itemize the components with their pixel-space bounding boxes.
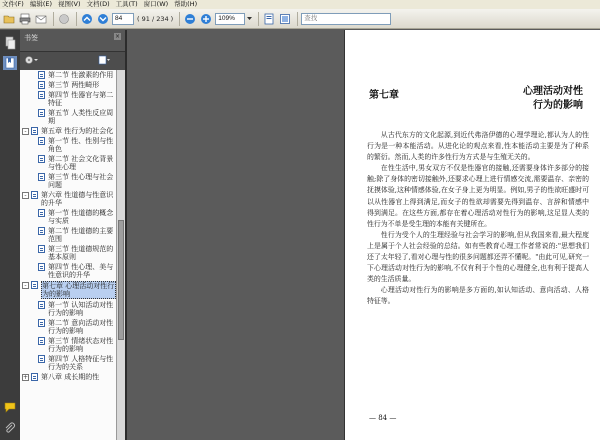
- bookmark-page-icon: [38, 109, 45, 117]
- single-page-icon[interactable]: [262, 12, 276, 26]
- bookmark-section[interactable]: [20, 172, 116, 190]
- bookmark-label: 第六章 性道德与性意识的升华: [41, 191, 114, 207]
- bookmark-page-icon: [31, 281, 38, 289]
- expand-icon[interactable]: +: [23, 374, 29, 381]
- bookmark-section[interactable]: [20, 208, 116, 226]
- bookmark-chapter[interactable]: [20, 372, 116, 382]
- bookmark-chapter[interactable]: [20, 126, 116, 136]
- bookmark-section[interactable]: [20, 244, 116, 262]
- bookmark-section[interactable]: [20, 70, 116, 80]
- bookmark-label: 第三节 性道德规范的基本原则: [48, 245, 114, 261]
- page-number: — 84 —: [369, 414, 397, 422]
- paragraph: 心理活动对性行为的影响是多方面的,如认知活动、意向活动、人格特征等。: [367, 286, 589, 306]
- paragraph: 性行为受个人的生理经验与社会学习的影响,但从我国来看,最大程度上是属于个人社会经验的总结。如有些教育心理工作者常说的:"思想我们还了太年轻了,看对心理与性的很多问题都还弄不懂呢。"由此可见,研究一下心理活动对性行为的影响,不仅有利于个性的心理健全,也有利于提高人类的生活质量。: [367, 230, 589, 284]
- bookmark-label: 第一节 性、性别与性角色: [48, 137, 114, 153]
- page-count-label: ( 91 / 234 ): [137, 14, 174, 23]
- bookmark-page-icon: [38, 355, 45, 363]
- bookmark-page-icon: [38, 227, 45, 235]
- bookmark-section[interactable]: [20, 300, 116, 318]
- bookmark-section[interactable]: [20, 226, 116, 244]
- previous-page-icon[interactable]: [80, 12, 94, 26]
- collapse-icon[interactable]: -: [22, 282, 29, 289]
- bookmark-label: 第四节 性器官与第二特征: [48, 91, 114, 107]
- bookmark-section[interactable]: [20, 262, 116, 280]
- bookmark-label: 第五节 人类性反应周期: [48, 109, 114, 125]
- toolbar-separator: [53, 12, 54, 26]
- bookmark-page-icon: [38, 319, 45, 327]
- menu-file[interactable]: 文件(F): [2, 0, 24, 8]
- print-icon[interactable]: [18, 12, 32, 26]
- bookmark-chapter[interactable]: [20, 280, 116, 300]
- bookmark-section[interactable]: [20, 154, 116, 172]
- bookmark-label: 第五章 性行为的社会化: [41, 127, 114, 135]
- menu-view[interactable]: 视图(V): [58, 0, 81, 8]
- bookmark-label: 第四节 人格特征与性行为的关系: [48, 355, 114, 371]
- toolbar-separator: [297, 12, 298, 26]
- chapter-title-line-2: 行为的影响: [533, 100, 583, 111]
- bookmark-label: 第二节 性激素的作用: [48, 71, 114, 79]
- scrollbar-thumb[interactable]: [118, 220, 124, 340]
- bookmark-label: 第三节 性心理与社会问题: [48, 173, 114, 189]
- bookmark-page-icon: [38, 245, 45, 253]
- bookmark-section[interactable]: [20, 136, 116, 154]
- paragraph: 从古代东方的文化起源,到近代弗洛伊德的心理学理论,都认为人的性行为是一种本能活动。从进化论的观点来看,性本能活动主要是为了种系的繁衍。然而,人类的许多性行为方式是与生殖无关的。: [367, 131, 589, 162]
- email-icon[interactable]: [34, 12, 48, 26]
- bookmark-page-icon: [31, 127, 38, 135]
- bookmark-page-icon: [38, 71, 45, 79]
- toolbar-separator: [76, 12, 77, 26]
- toolbar: [0, 9, 600, 29]
- menu-window[interactable]: 窗口(W): [143, 0, 169, 8]
- bookmarks-panel-icon[interactable]: [3, 56, 17, 70]
- bookmark-label: 第三节 情绪状态对性行为的影响: [48, 337, 114, 353]
- hand-tool-icon[interactable]: [57, 12, 71, 26]
- collapse-icon[interactable]: -: [22, 128, 29, 135]
- bookmark-section[interactable]: [20, 336, 116, 354]
- close-icon[interactable]: ×: [114, 33, 121, 40]
- bookmark-label: 第二节 社会文化背景与性心理: [48, 155, 114, 171]
- chapter-title: [465, 85, 583, 113]
- attachment-icon[interactable]: [3, 422, 17, 436]
- bookmark-page-icon: [38, 137, 45, 145]
- bookmark-label: 第四节 性心理、美与性意识的升华: [48, 263, 114, 279]
- page-body: [367, 130, 589, 308]
- bookmark-page-icon: [38, 173, 45, 181]
- menu-document[interactable]: 文档(D): [86, 0, 110, 8]
- options-icon[interactable]: [24, 55, 38, 65]
- fit-page-icon[interactable]: [278, 12, 292, 26]
- open-icon[interactable]: [2, 12, 16, 26]
- expand-bookmark-icon[interactable]: [98, 55, 110, 65]
- bookmarks-title: 书签: [24, 34, 38, 42]
- menu-tools[interactable]: 工具(T): [115, 0, 138, 8]
- bookmark-label: 第三节 两性畸形: [48, 81, 100, 89]
- paragraph: 在性生活中,男女双方不仅是性器官的接触,还需要身体许多部分的接触;除了身体的密切接触外,还要求心理上进行情感交流,需要温存、亲密的抚摸体验,这种情感体验,在女子身上更为明显。例如,男子的性欲旺盛时可以从性器官上得到满足,而女子的性欲却需要先得到温存、言辞和情感中得到满足。在这些方面,都存在着心理活动对性行为的影响,这足显人类的性行为不单是受生理的本能有关键所在。: [367, 164, 589, 228]
- bookmark-section[interactable]: [20, 354, 116, 372]
- bookmark-page-icon: [31, 373, 38, 381]
- bookmark-page-icon: [38, 337, 45, 345]
- bookmark-page-icon: [38, 155, 45, 163]
- bookmark-label: 第一节 性道德的概念与实质: [48, 209, 114, 225]
- pdf-page: [344, 30, 600, 440]
- zoom-input[interactable]: [215, 13, 245, 25]
- bookmark-label: 第八章 成长期的性: [41, 373, 100, 381]
- bookmark-section[interactable]: [20, 80, 116, 90]
- menu-help[interactable]: 帮助(H): [174, 0, 198, 8]
- bookmark-label: 第一节 认知活动对性行为的影响: [48, 301, 114, 317]
- page-number-input[interactable]: [112, 13, 134, 25]
- bookmark-page-icon: [38, 301, 45, 309]
- bookmark-section[interactable]: [20, 90, 116, 108]
- zoom-dropdown-icon[interactable]: [245, 12, 253, 26]
- pages-panel-icon[interactable]: [3, 36, 17, 50]
- bookmark-page-icon: [38, 91, 45, 99]
- menu-edit[interactable]: 编辑(E): [29, 0, 52, 8]
- bookmark-tree: [20, 70, 116, 440]
- zoom-in-icon[interactable]: [199, 12, 213, 26]
- bookmark-page-icon: [31, 191, 38, 199]
- bookmarks-panel: [20, 30, 127, 440]
- chapter-title-line-1: 心理活动对性: [523, 86, 583, 97]
- navigation-pane-strip: [0, 30, 20, 440]
- bookmark-label: 第七章 心理活动对性行为的影响: [42, 282, 115, 298]
- bookmark-section[interactable]: [20, 108, 116, 126]
- toolbar-separator: [258, 12, 259, 26]
- menu-bar: [0, 0, 600, 9]
- bookmark-section[interactable]: [20, 318, 116, 336]
- bookmark-label: 第二节 意向活动对性行为的影响: [48, 319, 114, 335]
- bookmark-page-icon: [38, 209, 45, 217]
- bookmarks-scrollbar[interactable]: [116, 70, 125, 440]
- zoom-out-icon[interactable]: [183, 12, 197, 26]
- bookmark-page-icon: [38, 263, 45, 271]
- bookmarks-header: [20, 30, 125, 52]
- toolbar-separator: [179, 12, 180, 26]
- bookmarks-toolbar: [24, 54, 110, 66]
- bookmark-label: 第二节 性道德的主要范围: [48, 227, 114, 243]
- comments-icon[interactable]: [3, 400, 17, 414]
- bookmark-page-icon: [38, 81, 45, 89]
- bookmark-chapter[interactable]: [20, 190, 116, 208]
- collapse-icon[interactable]: -: [22, 192, 29, 199]
- document-viewport: [127, 30, 600, 440]
- next-page-icon[interactable]: [96, 12, 110, 26]
- search-input[interactable]: [301, 13, 391, 25]
- chapter-number: 第七章: [369, 90, 399, 101]
